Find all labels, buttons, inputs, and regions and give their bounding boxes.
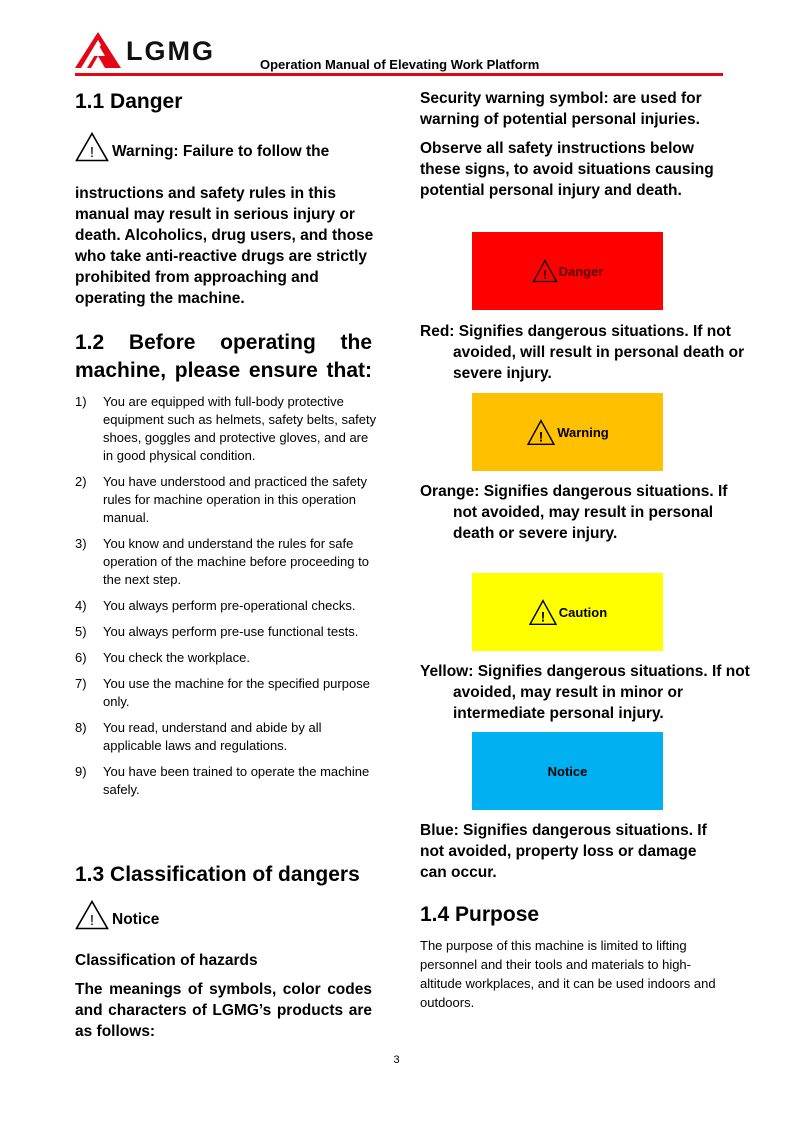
item-text: You always perform pre-operational checks. xyxy=(103,598,356,613)
svg-text:!: ! xyxy=(540,609,546,624)
item-number: 3) xyxy=(75,536,87,551)
warning-triangle-icon xyxy=(532,259,558,283)
lgmg-logo-icon xyxy=(75,32,121,68)
section-1-2-heading-text: 1.2 Before operating the machine, please ensure that: xyxy=(75,331,372,382)
item-number: 1) xyxy=(75,394,87,409)
list-item xyxy=(75,393,377,465)
notice-label: Notice xyxy=(112,911,160,928)
intro-observe: Observe all safety instructions below these signs, to avoid situations causing potential personal injury and death. xyxy=(420,140,714,199)
item-number: 7) xyxy=(75,676,87,691)
warning-triangle-icon xyxy=(75,132,109,162)
item-text: You check the workplace. xyxy=(103,650,250,665)
notice-sign xyxy=(472,732,663,810)
sign-label: Caution xyxy=(558,604,608,620)
danger-description: Red: Signifies dangerous situations. If not avoided, will result in personal death or severe injury. xyxy=(420,323,745,382)
list-item xyxy=(75,675,377,711)
warning-triangle-icon xyxy=(75,900,109,930)
warning-lead: Warning: Failure to follow the xyxy=(112,143,330,160)
item-text: You have been trained to operate the machine safely. xyxy=(103,764,370,797)
warning-body: instructions and safety rules in this manual may result in serious injury or death. Alcoholics, drug users, and those who take anti-reactive drugs are strictly prohibited from approaching and operating the machine. xyxy=(75,185,374,307)
notice-description: Blue: Signifies dangerous situations. If not avoided, property loss or damage can occur. xyxy=(420,822,707,881)
warning-triangle-icon xyxy=(526,419,556,446)
intro-security-symbol: Security warning symbol: are used for warning of potential personal injuries. xyxy=(420,90,702,128)
logo-text: LGMG xyxy=(126,36,215,66)
item-number: 4) xyxy=(75,598,87,613)
header-title: Operation Manual of Elevating Work Platform xyxy=(260,57,540,72)
list-item xyxy=(75,473,377,527)
item-number: 8) xyxy=(75,720,87,735)
item-number: 2) xyxy=(75,474,87,489)
purpose-text: The purpose of this machine is limited to lifting personnel and their tools and materials to high-altitude workplaces, and it can be used indoors and outdoors. xyxy=(420,938,716,1010)
warning-triangle-icon xyxy=(528,599,558,626)
header-divider xyxy=(75,73,723,76)
warning-sign xyxy=(472,393,663,471)
warning-callout xyxy=(75,132,329,162)
item-text: You always perform pre-use functional tests. xyxy=(103,624,359,639)
list-item xyxy=(75,763,377,799)
list-item xyxy=(75,649,377,667)
svg-text:!: ! xyxy=(89,912,95,929)
item-number: 5) xyxy=(75,624,87,639)
danger-sign xyxy=(472,232,663,310)
item-text: You know and understand the rules for safe operation of the machine before proceeding to the next step. xyxy=(103,536,369,587)
item-text: You use the machine for the specified purpose only. xyxy=(103,676,370,709)
list-item xyxy=(75,597,377,615)
item-text: You read, understand and abide by all applicable laws and regulations. xyxy=(103,720,322,753)
svg-text:!: ! xyxy=(542,268,547,282)
meanings-text: The meanings of symbols, color codes and characters of LGMG’s products are as follows: xyxy=(75,981,372,1040)
notice-callout xyxy=(75,900,159,930)
list-item xyxy=(75,535,377,589)
section-1-1-heading: 1.1 Danger xyxy=(75,90,183,113)
sign-label: Notice xyxy=(547,763,588,779)
checklist xyxy=(75,393,377,807)
caution-description: Yellow: Signifies dangerous situations. If not avoided, may result in minor or intermediate personal injury. xyxy=(420,663,750,722)
list-item xyxy=(75,719,377,755)
page-number: 3 xyxy=(393,1054,400,1066)
caution-sign xyxy=(472,573,663,651)
svg-text:!: ! xyxy=(89,144,95,161)
item-text: You are equipped with full-body protective equipment such as helmets, safety belts, safety shoes, goggles and protective gloves, and are in good physical condition. xyxy=(103,394,377,463)
item-number: 9) xyxy=(75,764,87,779)
list-item xyxy=(75,623,377,641)
sign-label: Danger xyxy=(558,263,604,279)
section-1-4-heading: 1.4 Purpose xyxy=(420,903,540,926)
warning-description: Orange: Signifies dangerous situations. If not avoided, may result in personal death or severe injury. xyxy=(420,483,728,542)
sign-label: Warning xyxy=(557,424,609,440)
item-text: You have understood and practiced the safety rules for machine operation in this operation manual. xyxy=(103,474,368,525)
section-1-2-heading xyxy=(75,329,372,385)
hazards-label: Classification of hazards xyxy=(75,952,258,969)
section-1-3-heading: 1.3 Classification of dangers xyxy=(75,863,360,886)
svg-text:!: ! xyxy=(538,429,544,444)
item-number: 6) xyxy=(75,650,87,665)
